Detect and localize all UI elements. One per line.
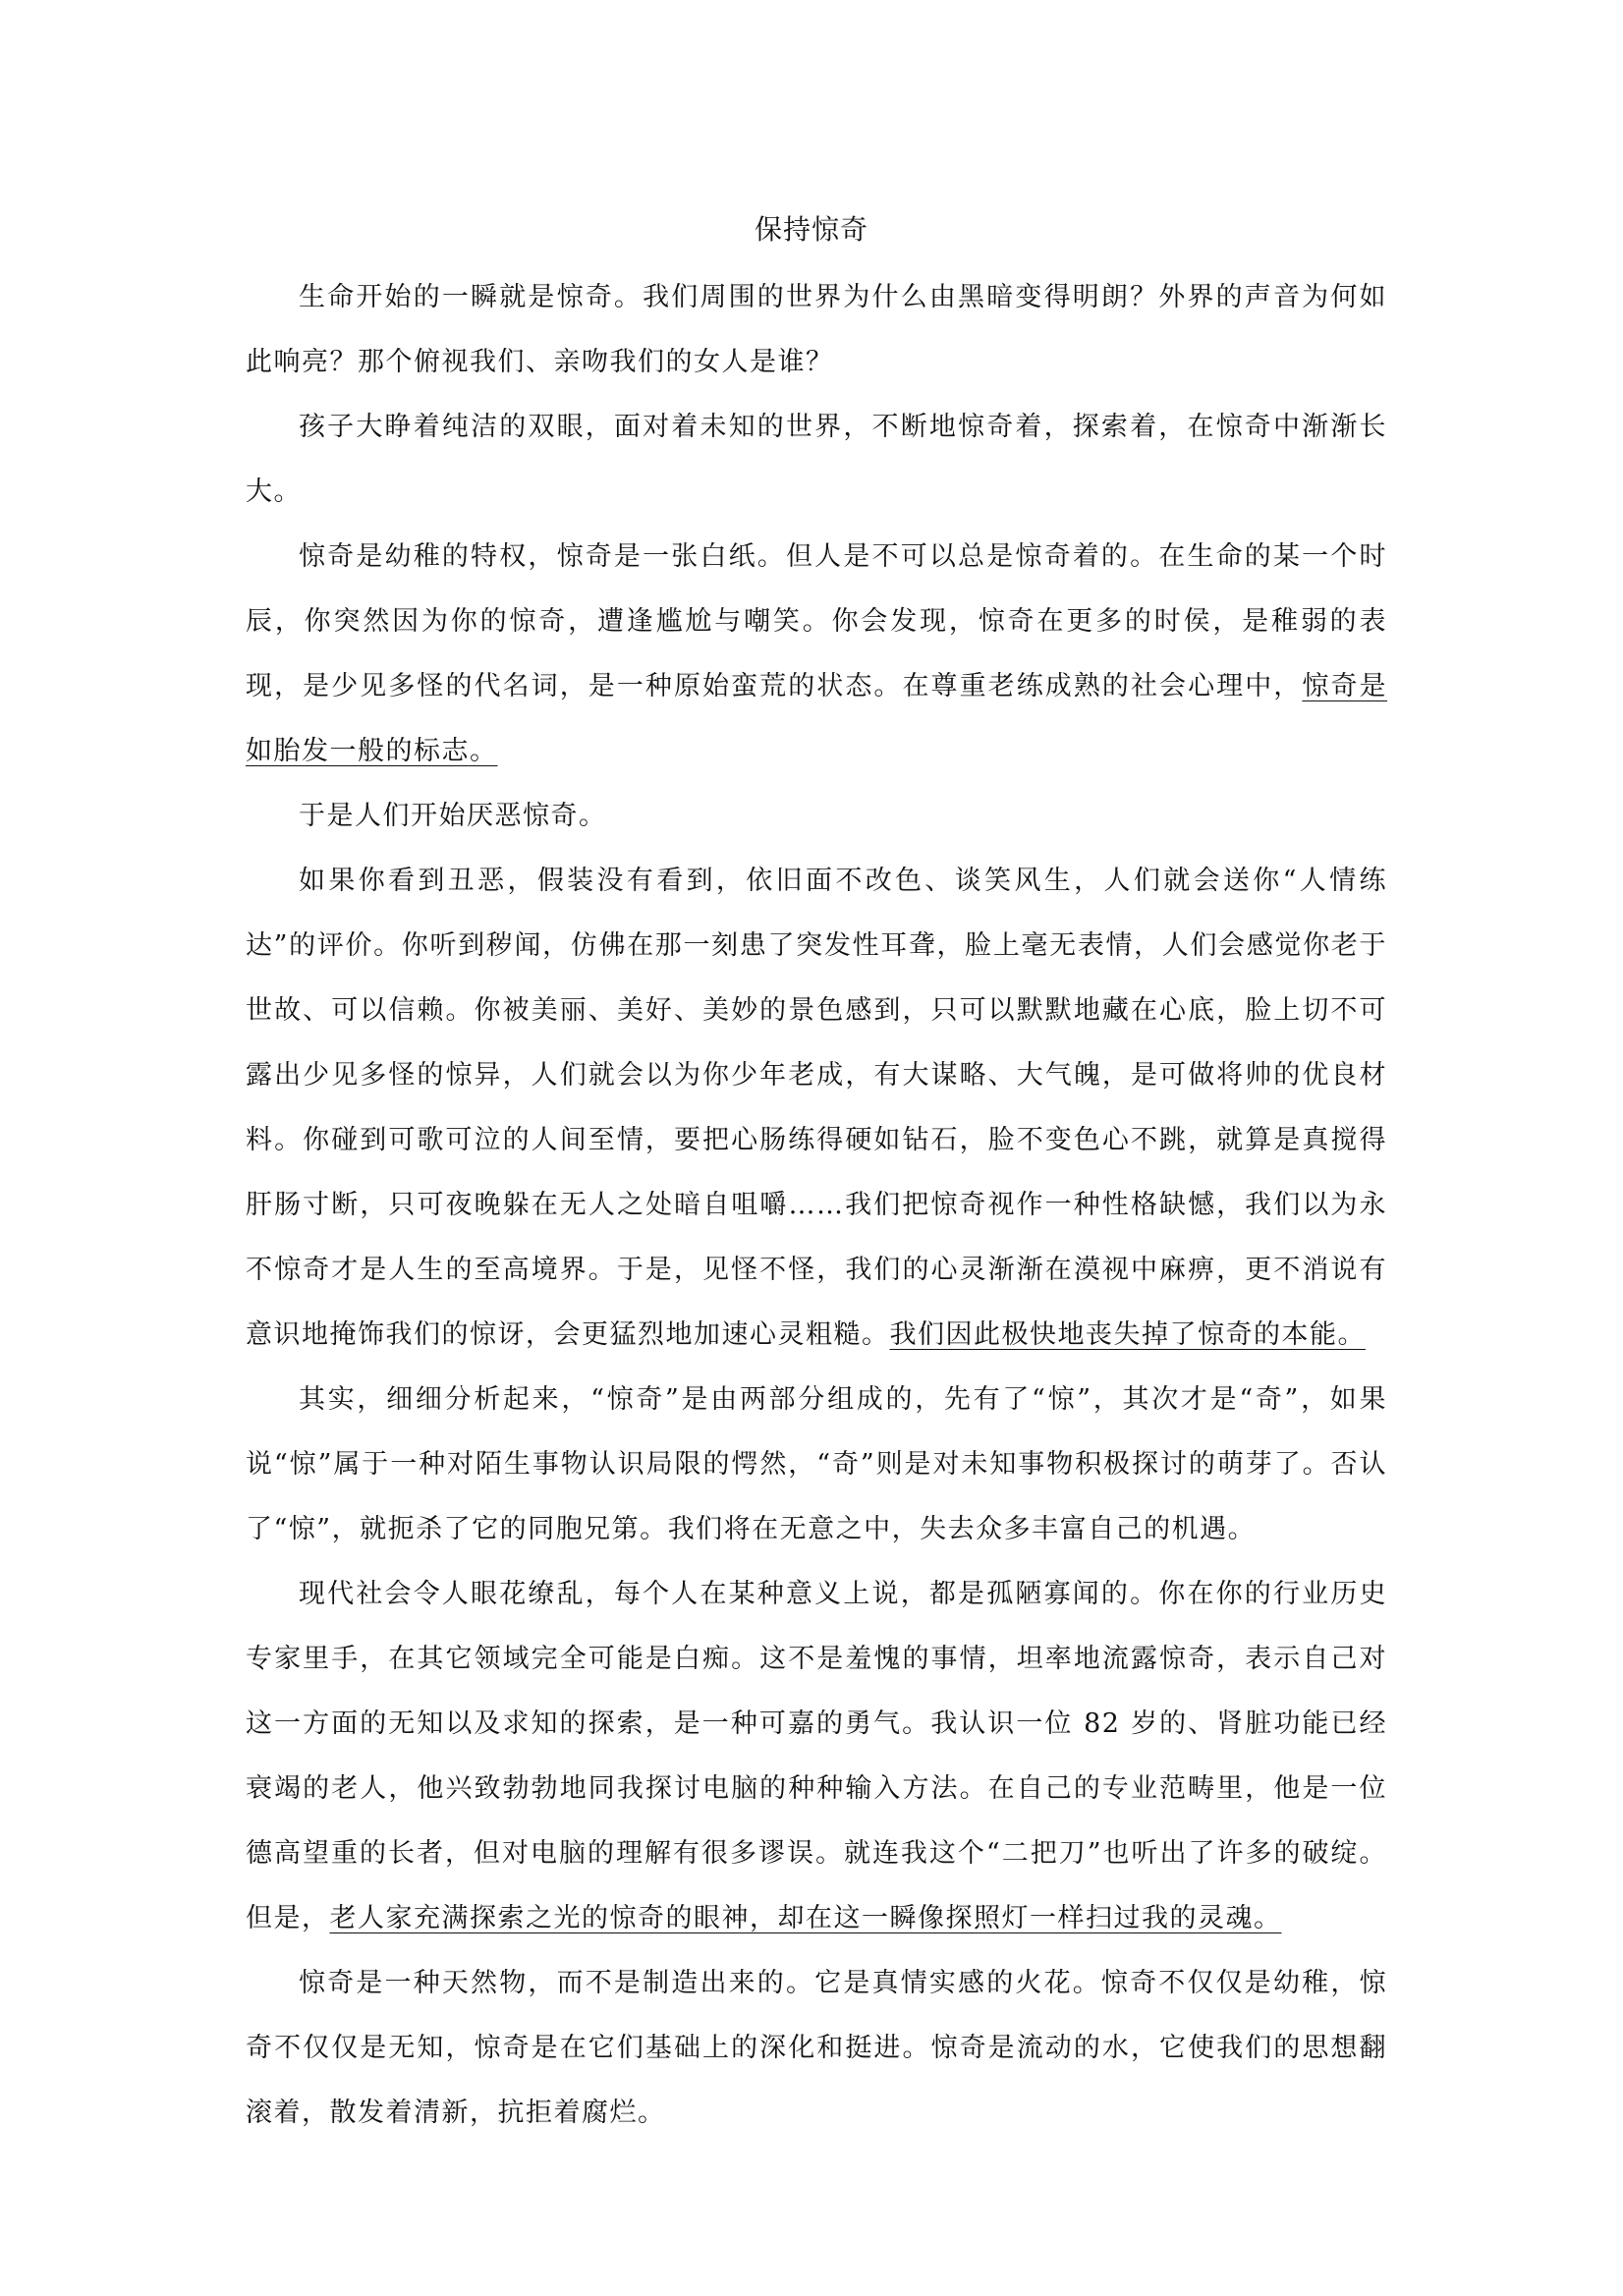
paragraph-3-underlined: 惊奇是如胎发一般的标志。 — [246, 671, 1388, 766]
paragraph-5-underlined: 我们因此极快地丧失掉了惊奇的本能。 — [889, 1319, 1366, 1350]
paragraph-7 — [246, 1562, 1387, 1951]
paragraph-6: 其实，细细分析起来，“惊奇”是由两部分组成的，先有了“惊”，其次才是“奇”，如果说“惊”属于一种对陌生事物认识局限的愕然，“奇”则是对未知事物积极探讨的萌芽了。否认了“惊”，就扼杀了它的同胞兄第。我们将在无意之中，失去众多丰富自己的机遇。 — [246, 1384, 1387, 1544]
document-body — [246, 265, 1387, 2146]
paragraph-8: 惊奇是一种天然物，而不是制造出来的。它是真情实感的火花。惊奇不仅仅是幼稚，惊奇不仅仅是无知，惊奇是在它们基础上的深化和挺进。惊奇是流动的水，它使我们的思想翻滚着，散发着清新，抗拒着腐烂。 — [246, 1968, 1387, 2128]
paragraph-5 — [246, 849, 1387, 1368]
paragraph-3 — [246, 525, 1387, 784]
paragraph-4: 于是人们开始厌恶惊奇。 — [299, 801, 607, 831]
paragraph-5-text: 如果你看到丑恶，假装没有看到，依旧面不改色、谈笑风生，人们就会送你“人情练达”的评价。你听到秽闻，仿佛在那一刻患了突发性耳聋，脸上毫无表情，人们会感觉你老于世故、可以信赖。你被美丽、美好、美妙的景色感到，只可以默默地藏在心底，脸上切不可露出少见多怪的惊异，人们就会以为你少年老成，有大谋略、大气魄，是可做将帅的优良材料。你碰到可歌可泣的人间至情，要把心肠练得硬如钻石，脸不变色心不跳，就算是真搅得肝肠寸断，只可夜晚躲在无人之处暗自咀嚼……我们把惊奇视作一种性格缺憾，我们以为永不惊奇才是人生的至高境界。于是，见怪不怪，我们的心灵渐渐在漠视中麻痹，更不消说有意识地掩饰我们的惊讶，会更猛烈地加速心灵粗糙。 — [246, 866, 1387, 1350]
document-title: 保持惊奇 — [754, 213, 868, 246]
paragraph-2: 孩子大睁着纯洁的双眼，面对着未知的世界，不断地惊奇着，探索着，在惊奇中渐渐长大。 — [246, 412, 1387, 507]
paragraph-7-text: 现代社会令人眼花缭乱，每个人在某种意义上说，都是孤陋寡闻的。你在你的行业历史专家里手，在其它领域完全可能是白痴。这不是羞愧的事情，坦率地流露惊奇，表示自己对这一方面的无知以及求知的探索，是一种可嘉的勇气。我认识一位 82 岁的、肾脏功能已经衰竭的老人，他兴致勃勃地同我探讨电脑的种种输入方法。在自己的专业范畴里，他是一位德高望重的长者，但对电脑的理解有很多谬误。就连我这个“二把刀”也听出了许多的破绽。但是， — [246, 1579, 1387, 1933]
paragraph-3-text: 惊奇是幼稚的特权，惊奇是一张白纸。但人是不可以总是惊奇着的。在生命的某一个时辰，你突然因为你的惊奇，遭逢尴尬与嘲笑。你会发现，惊奇在更多的时侯，是稚弱的表现，是少见多怪的代名词，是一种原始蛮荒的状态。在尊重老练成熟的社会心理中， — [246, 541, 1387, 701]
paragraph-7-underlined: 老人家充满探索之光的惊奇的眼神，却在这一瞬像探照灯一样扫过我的灵魂。 — [329, 1903, 1282, 1933]
paragraph-1: 生命开始的一瞬就是惊奇。我们周围的世界为什么由黑暗变得明朗？外界的声音为何如此响亮？那个俯视我们、亲吻我们的女人是谁？ — [246, 282, 1387, 377]
